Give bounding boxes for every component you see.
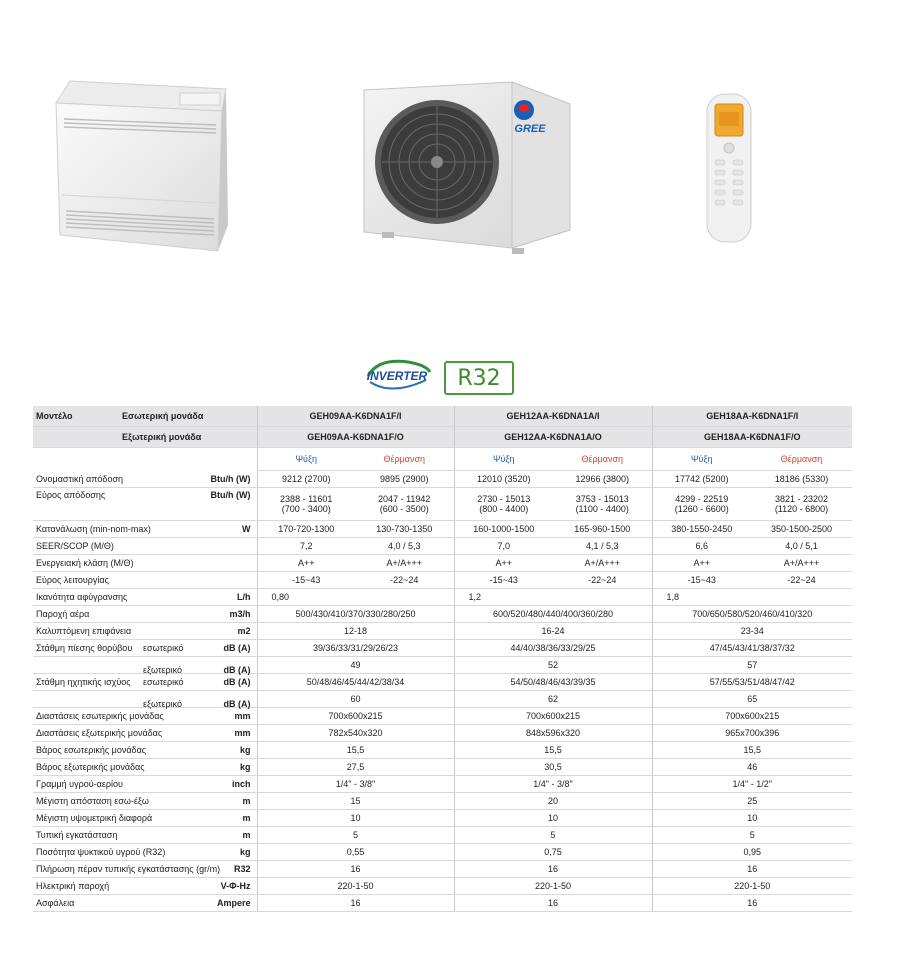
row-label: Βάρος εξωτερικής μονάδας kg	[33, 759, 257, 776]
cell: 65	[652, 691, 852, 708]
cell: A+/A+++	[355, 555, 454, 572]
mode-heat-1: Θέρμανση	[355, 448, 454, 471]
cell: 47/45/43/41/38/37/32	[652, 640, 852, 657]
cell: A+/A+++	[553, 555, 652, 572]
row-pipe	[33, 776, 852, 793]
cell: 15,5	[257, 742, 454, 759]
cell: 350-1500-2500	[751, 521, 852, 538]
cell: 16	[257, 895, 454, 912]
row-unit	[119, 538, 257, 555]
cell: 220-1-50	[257, 878, 454, 895]
row-unit: W	[119, 521, 257, 538]
row-range	[33, 488, 852, 521]
model-label: Μοντέλο	[33, 406, 119, 427]
cell: 20	[454, 793, 652, 810]
row-label: Στάθμη ηχητικής ισχύος εσωτερικό dB (A)	[33, 674, 257, 691]
row-label: SEER/SCOP (M/Θ)	[33, 538, 119, 555]
row-refrigerant	[33, 844, 852, 861]
cell: 160-1000-1500	[454, 521, 553, 538]
cell: 16-24	[454, 623, 652, 640]
header-row-outdoor	[33, 427, 852, 448]
cell: 44/40/38/36/33/29/25	[454, 640, 652, 657]
cell: 4299 - 22519 (1260 - 6600)	[652, 488, 751, 521]
cell: 27,5	[257, 759, 454, 776]
cell: 2730 - 15013 (800 - 4400)	[454, 488, 553, 521]
row-seer	[33, 538, 852, 555]
row-weight-in	[33, 742, 852, 759]
cell: 3753 - 15013 (1100 - 4400)	[553, 488, 652, 521]
r32-text: R32	[457, 365, 501, 391]
row-label: Τυπική εγκατάσταση m	[33, 827, 257, 844]
header-row-indoor	[33, 406, 852, 427]
indoor-label: Εσωτερική μονάδα	[119, 406, 257, 427]
cell: 4,0 / 5,3	[355, 538, 454, 555]
row-label: Ηλεκτρική παροχή V-Φ-Hz	[33, 878, 257, 895]
row-unit	[119, 572, 257, 589]
cell: 15,5	[454, 742, 652, 759]
mode-cool-3: Ψύξη	[652, 448, 751, 471]
cell: 1/4" - 1/2"	[652, 776, 852, 793]
cell: 2388 - 11601 (700 - 3400)	[257, 488, 355, 521]
mode-cool-2: Ψύξη	[454, 448, 553, 471]
cell: 15	[257, 793, 454, 810]
row-noise-in	[33, 640, 852, 657]
spec-table	[33, 406, 852, 912]
row-unit: Btu/h (W)	[119, 488, 257, 521]
row-label: Ποσότητα ψυκτικού υγρού (R32) kg	[33, 844, 257, 861]
cell: 7,0	[454, 538, 553, 555]
cell: 2047 - 11942 (600 - 3500)	[355, 488, 454, 521]
cell: 50/48/46/45/44/42/38/34	[257, 674, 454, 691]
cell: 16	[652, 861, 852, 878]
cell: 16	[652, 895, 852, 912]
mode-row	[33, 448, 852, 471]
row-label: Εύρος απόδοσης	[33, 488, 119, 521]
gree-logo-text: GREE	[514, 123, 546, 135]
row-power-in	[33, 674, 852, 691]
cell: 12010 (3520)	[454, 471, 553, 488]
cell: 9212 (2700)	[257, 471, 355, 488]
row-label: Ονομαστική απόδοση	[33, 471, 119, 488]
row-weight-out	[33, 759, 852, 776]
row-unit: m2	[119, 623, 257, 640]
cell: -15~43	[257, 572, 355, 589]
row-label: Ασφάλεια Ampere	[33, 895, 257, 912]
cell: 39/36/33/31/29/26/23	[257, 640, 454, 657]
cell: A++	[652, 555, 751, 572]
row-power	[33, 521, 852, 538]
row-unit: L/h	[119, 589, 257, 606]
row-energy	[33, 555, 852, 572]
cell: 49	[257, 657, 454, 674]
cell: 165-960-1500	[553, 521, 652, 538]
remote-control-image	[705, 92, 753, 244]
cell: 4,0 / 5,1	[751, 538, 852, 555]
r32-badge	[444, 361, 514, 395]
cell: 54/50/48/46/43/39/35	[454, 674, 652, 691]
model-1-indoor: GEH09AA-K6DNA1F/I	[257, 406, 454, 427]
cell: 15,5	[652, 742, 852, 759]
row-label: Ικανότητα αφύγρανσης	[33, 589, 119, 606]
cell: A+/A+++	[751, 555, 852, 572]
row-typical	[33, 827, 852, 844]
row-label: Μέγιστη υψομετρική διαφορά m	[33, 810, 257, 827]
cell: 5	[652, 827, 852, 844]
row-area	[33, 623, 852, 640]
mode-heat-2: Θέρμανση	[553, 448, 652, 471]
row-unit: Btu/h (W)	[119, 471, 257, 488]
cell: 16	[257, 861, 454, 878]
cell: 0,95	[652, 844, 852, 861]
row-label: Διαστάσεις εξωτερικής μονάδας mm	[33, 725, 257, 742]
cell: 782x540x320	[257, 725, 454, 742]
mode-cool-1: Ψύξη	[257, 448, 355, 471]
cell: 220-1-50	[652, 878, 852, 895]
row-power-out	[33, 691, 852, 708]
row-dim-out	[33, 725, 852, 742]
row-maxh	[33, 810, 852, 827]
model-2-indoor: GEH12AA-K6DNA1A/I	[454, 406, 652, 427]
cell: 17742 (5200)	[652, 471, 751, 488]
outdoor-label: Εξωτερική μονάδα	[119, 427, 257, 448]
cell: 6,6	[652, 538, 751, 555]
row-label: Εύρος λειτουργίας	[33, 572, 119, 589]
inverter-badge	[360, 358, 435, 394]
inverter-text: INVERTER	[366, 369, 428, 383]
row-label: Διαστάσεις εσωτερικής μονάδας mm	[33, 708, 257, 725]
cell: 12-18	[257, 623, 454, 640]
cell: 60	[257, 691, 454, 708]
row-maxlen	[33, 793, 852, 810]
cell: 10	[257, 810, 454, 827]
row-oprange	[33, 572, 852, 589]
cell: 16	[454, 861, 652, 878]
row-fuse	[33, 895, 852, 912]
row-label: Μέγιστη απόσταση εσω-έξω m	[33, 793, 257, 810]
cell: 5	[257, 827, 454, 844]
cell: 9895 (2900)	[355, 471, 454, 488]
row-label: Γραμμή υγρού-αερίου inch	[33, 776, 257, 793]
cell: 0,80	[257, 589, 355, 606]
row-label: Καλυπτόμενη επιφάνεια	[33, 623, 119, 640]
row-unit: m3/h	[119, 606, 257, 623]
cell: 500/430/410/370/330/280/250	[257, 606, 454, 623]
cell: A++	[257, 555, 355, 572]
cell: 965x700x396	[652, 725, 852, 742]
cell: 16	[454, 895, 652, 912]
cell: 10	[652, 810, 852, 827]
cell: 62	[454, 691, 652, 708]
cell: 57/55/53/51/48/47/42	[652, 674, 852, 691]
cell: 25	[652, 793, 852, 810]
row-supply	[33, 878, 852, 895]
cell: 46	[652, 759, 852, 776]
row-airflow	[33, 606, 852, 623]
model-3-outdoor: GEH18AA-K6DNA1F/O	[652, 427, 852, 448]
row-label: Παροχή αέρα	[33, 606, 119, 623]
cell: 1,8	[652, 589, 751, 606]
cell: 10	[454, 810, 652, 827]
mode-heat-3: Θέρμανση	[751, 448, 852, 471]
cell: 52	[454, 657, 652, 674]
cell: -22~24	[355, 572, 454, 589]
row-charge	[33, 861, 852, 878]
cell: -15~43	[454, 572, 553, 589]
cell: 57	[652, 657, 852, 674]
cell: 30,5	[454, 759, 652, 776]
row-capacity	[33, 471, 852, 488]
cell: 0,75	[454, 844, 652, 861]
row-unit	[119, 555, 257, 572]
cell: 700x600x215	[652, 708, 852, 725]
cell: 1,2	[454, 589, 553, 606]
cell: 23-34	[652, 623, 852, 640]
row-label: εξωτερικό dB (A)	[119, 691, 257, 708]
cell: 18186 (5330)	[751, 471, 852, 488]
row-noise-out	[33, 657, 852, 674]
cell: 7,2	[257, 538, 355, 555]
cell: -22~24	[553, 572, 652, 589]
cell: 700/650/580/520/460/410/320	[652, 606, 852, 623]
cell: 220-1-50	[454, 878, 652, 895]
cell: -15~43	[652, 572, 751, 589]
cell: 600/520/480/440/400/360/280	[454, 606, 652, 623]
cell: 4,1 / 5,3	[553, 538, 652, 555]
model-1-outdoor: GEH09AA-K6DNA1F/O	[257, 427, 454, 448]
row-dehum	[33, 589, 852, 606]
indoor-unit-image	[50, 75, 230, 253]
cell: 848x596x320	[454, 725, 652, 742]
row-label: Ενεργειακή κλάση (M/Θ)	[33, 555, 119, 572]
model-3-indoor: GEH18AA-K6DNA1F/I	[652, 406, 852, 427]
cell: 0,55	[257, 844, 454, 861]
cell: 12966 (3800)	[553, 471, 652, 488]
row-label: Βάρος εσωτερικής μονάδας kg	[33, 742, 257, 759]
row-dim-in	[33, 708, 852, 725]
cell: 700x600x215	[257, 708, 454, 725]
cell: 1/4" - 3/8"	[454, 776, 652, 793]
row-label: Στάθμη πίεσης θορύβου εσωτερικό dB (A)	[33, 640, 257, 657]
cell: 3821 - 23202 (1120 - 6800)	[751, 488, 852, 521]
row-label: Κατανάλωση (min-nom-max)	[33, 521, 119, 538]
row-label: εξωτερικό dB (A)	[119, 657, 257, 674]
row-label: Πλήρωση πέραν τυπικής εγκατάστασης (gr/m) R32	[33, 861, 257, 878]
model-2-outdoor: GEH12AA-K6DNA1A/O	[454, 427, 652, 448]
cell: 1/4" - 3/8"	[257, 776, 454, 793]
cell: -22~24	[751, 572, 852, 589]
cell: 700x600x215	[454, 708, 652, 725]
outdoor-unit-image	[362, 80, 572, 255]
cell: A++	[454, 555, 553, 572]
cell: 170-720-1300	[257, 521, 355, 538]
cell: 5	[454, 827, 652, 844]
cell: 380-1550-2450	[652, 521, 751, 538]
cell: 130-730-1350	[355, 521, 454, 538]
